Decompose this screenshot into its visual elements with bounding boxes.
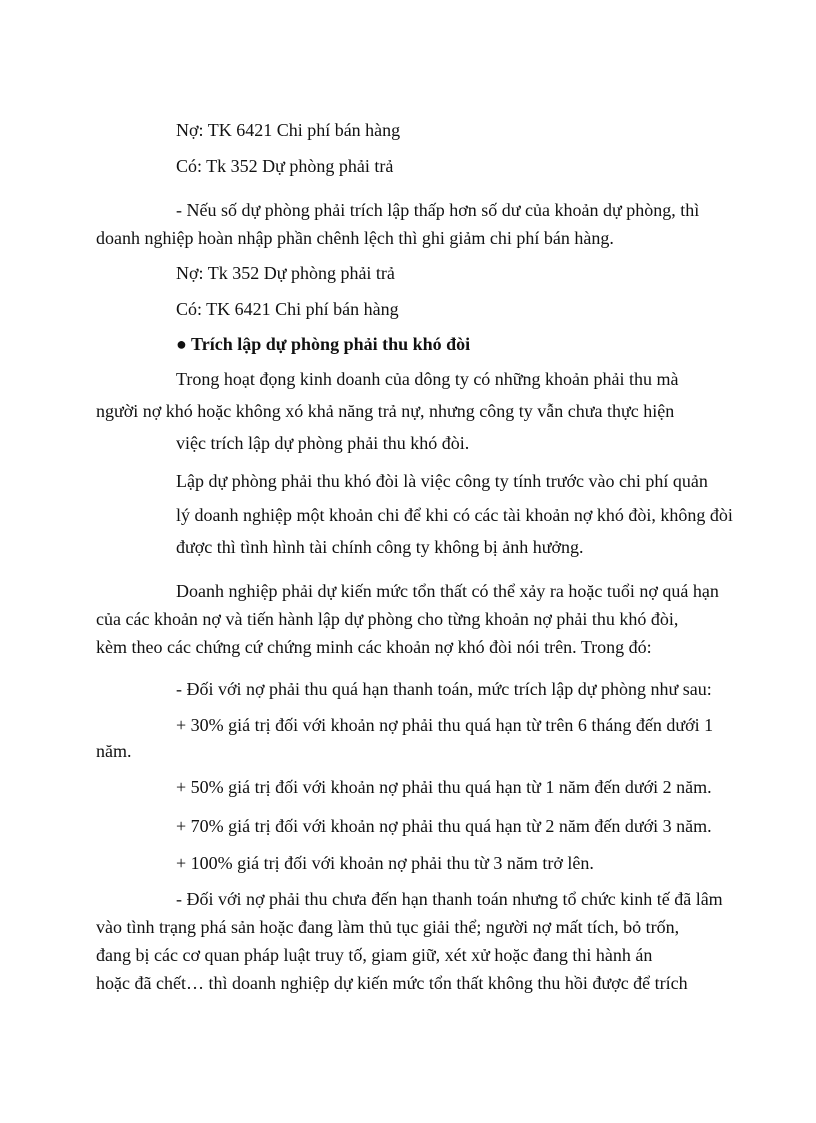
text-line: được thì tình hình tài chính công ty không bị ảnh hưởng. <box>176 537 584 557</box>
text-line: năm. <box>96 741 132 761</box>
text-line: đang bị các cơ quan pháp luật truy tố, giam giữ, xét xử hoặc đang thi hành án <box>96 945 653 965</box>
text-line: hoặc đã chết… thì doanh nghiệp dự kiến mức tổn thất không thu hồi được để trích <box>96 973 688 993</box>
text-line: của các khoản nợ và tiến hành lập dự phòng cho từng khoản nợ phải thu khó đòi, <box>96 609 679 629</box>
section-heading: ● Trích lập dự phòng phải thu khó đòi <box>176 334 471 354</box>
text-line: Có: TK 6421 Chi phí bán hàng <box>176 299 399 319</box>
text-line: Doanh nghiệp phải dự kiến mức tổn thất có thể xảy ra hoặc tuổi nợ quá hạn <box>176 581 719 601</box>
text-line: + 70% giá trị đối với khoản nợ phải thu quá hạn từ 2 năm đến dưới 3 năm. <box>176 816 712 836</box>
text-line: - Đối với nợ phải thu quá hạn thanh toán, mức trích lập dự phòng như sau: <box>176 679 712 699</box>
text-line: việc trích lập dự phòng phải thu khó đòi. <box>176 433 470 453</box>
text-line: - Đối với nợ phải thu chưa đến hạn thanh toán nhưng tổ chức kinh tế đã lâm <box>176 889 723 909</box>
text-line: Có: Tk 352 Dự phòng phải trả <box>176 156 394 176</box>
text-line: + 30% giá trị đối với khoản nợ phải thu quá hạn từ trên 6 tháng đến dưới 1 <box>176 715 714 735</box>
text-line: kèm theo các chứng cứ chứng minh các khoản nợ khó đòi nói trên. Trong đó: <box>96 637 652 657</box>
text-line: vào tình trạng phá sản hoặc đang làm thủ tục giải thể; người nợ mất tích, bỏ trốn, <box>96 917 680 937</box>
text-line: Nợ: TK 6421 Chi phí bán hàng <box>176 120 401 140</box>
text-line: Nợ: Tk 352 Dự phòng phải trả <box>176 263 395 283</box>
text-line: doanh nghiệp hoàn nhập phần chênh lệch thì ghi giảm chi phí bán hàng. <box>96 228 614 248</box>
text-line: Trong hoạt đọng kinh doanh của dông ty có những khoản phải thu mà <box>176 369 679 389</box>
text-line: + 100% giá trị đối với khoản nợ phải thu từ 3 năm trở lên. <box>176 853 594 873</box>
text-line: lý doanh nghiệp một khoản chi để khi có các tài khoản nợ khó đòi, không đòi <box>176 505 733 525</box>
text-line: người nợ khó hoặc không xó khả năng trả nự, nhưng công ty vẫn chưa thực hiện <box>96 401 675 421</box>
text-line: - Nếu số dự phòng phải trích lập thấp hơn số dư của khoản dự phòng, thì <box>176 200 700 220</box>
text-line: + 50% giá trị đối với khoản nợ phải thu quá hạn từ 1 năm đến dưới 2 năm. <box>176 777 712 797</box>
text-line: Lập dự phòng phải thu khó đòi là việc công ty tính trước vào chi phí quản <box>176 471 708 491</box>
